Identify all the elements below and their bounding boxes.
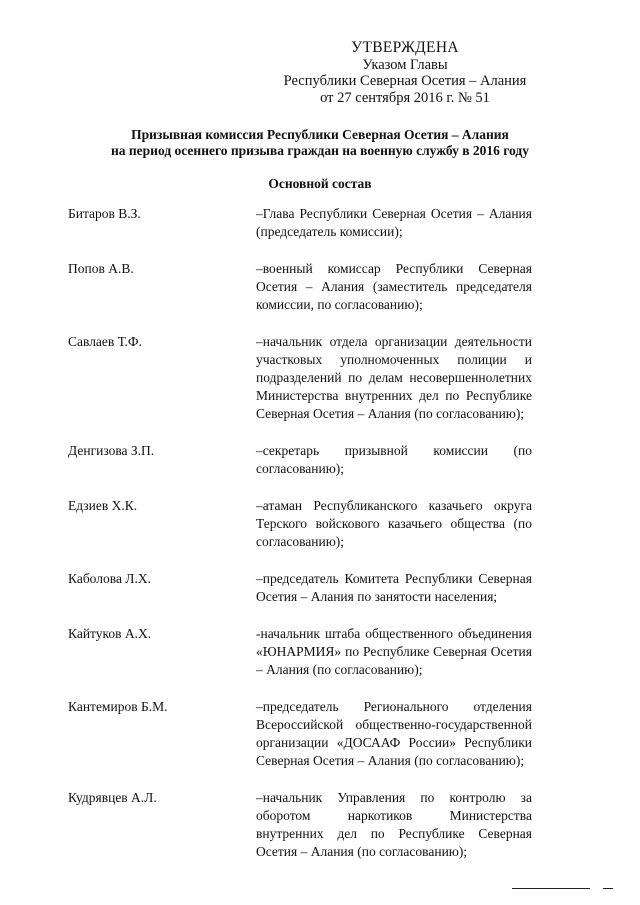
member-row xyxy=(0,333,640,423)
approval-republic: Республики Северная Осетия – Алания xyxy=(283,73,527,89)
member-name: Кантемиров Б.М. xyxy=(68,699,168,714)
document-title-line-2: на период осеннего призыва граждан на военную службу в 2016 году xyxy=(111,143,529,158)
member-name: Каболова Л.Х. xyxy=(68,571,151,586)
member-name: Кайтуков А.Х. xyxy=(68,626,152,641)
member-role: –председатель Регионального отделения Всероссийской общественно-государственной организации «ДОСААФ России» Республики Северная Осетия – Алания (по согласованию); xyxy=(256,699,532,768)
member-row xyxy=(0,260,640,314)
approval-decree: Указом Главы xyxy=(362,56,448,73)
member-role: –начальник Управления по контролю за оборотом наркотиков Министерства внутренних дел по Республике Северная Осетия – Алания (по согласованию); xyxy=(256,790,532,859)
approval-date: от 27 сентября 2016 г. № 51 xyxy=(320,89,490,106)
member-role: –председатель Комитета Республики Северная Осетия – Алания по занятости населения; xyxy=(256,571,532,604)
member-name: Попов А.В. xyxy=(68,261,134,276)
member-row xyxy=(0,205,640,241)
member-role: –секретарь призывной комиссии (по согласованию); xyxy=(256,443,532,476)
member-name: Едзиев Х.К. xyxy=(68,498,138,513)
member-row xyxy=(0,497,640,551)
document-title xyxy=(40,127,600,159)
members-list xyxy=(0,205,640,880)
member-name: Кудрявцев А.Л. xyxy=(68,790,157,805)
member-name: Денгизова З.П. xyxy=(68,443,155,458)
member-row xyxy=(0,625,640,679)
member-name: Савлаев Т.Ф. xyxy=(68,334,142,349)
document-title-line-1: Призывная комиссия Республики Северная Осетия – Алания xyxy=(131,127,509,142)
member-role: –Глава Республики Северная Осетия – Алания (председатель комиссии); xyxy=(256,206,532,239)
bottom-dash xyxy=(603,888,613,889)
member-row xyxy=(0,442,640,478)
member-name: Битаров В.З. xyxy=(68,206,141,221)
member-row xyxy=(0,789,640,861)
member-role: –атаман Республиканского казачьего округа Терского войскового казачьего общества (по согласованию); xyxy=(256,498,532,549)
approval-heading: УТВЕРЖДЕНА xyxy=(351,39,459,56)
member-row xyxy=(0,698,640,770)
member-role: -начальник штаба общественного объединения «ЮНАРМИЯ» по Республике Северная Осетия – Алания (по согласованию); xyxy=(256,626,532,677)
member-row xyxy=(0,570,640,606)
bottom-divider xyxy=(512,888,590,889)
member-role: –военный комиссар Республики Северная Осетия – Алания (заместитель председателя комиссии, по согласованию); xyxy=(256,261,532,312)
section-title: Основной состав xyxy=(268,176,372,191)
member-role: –начальник отдела организации деятельности участковых уполномоченных полиции и подразделений по делам несовершеннолетних Министерства внутренних дел по Республике Северная Осетия – Алания (по согласованию); xyxy=(256,334,532,421)
approval-block xyxy=(270,40,540,106)
